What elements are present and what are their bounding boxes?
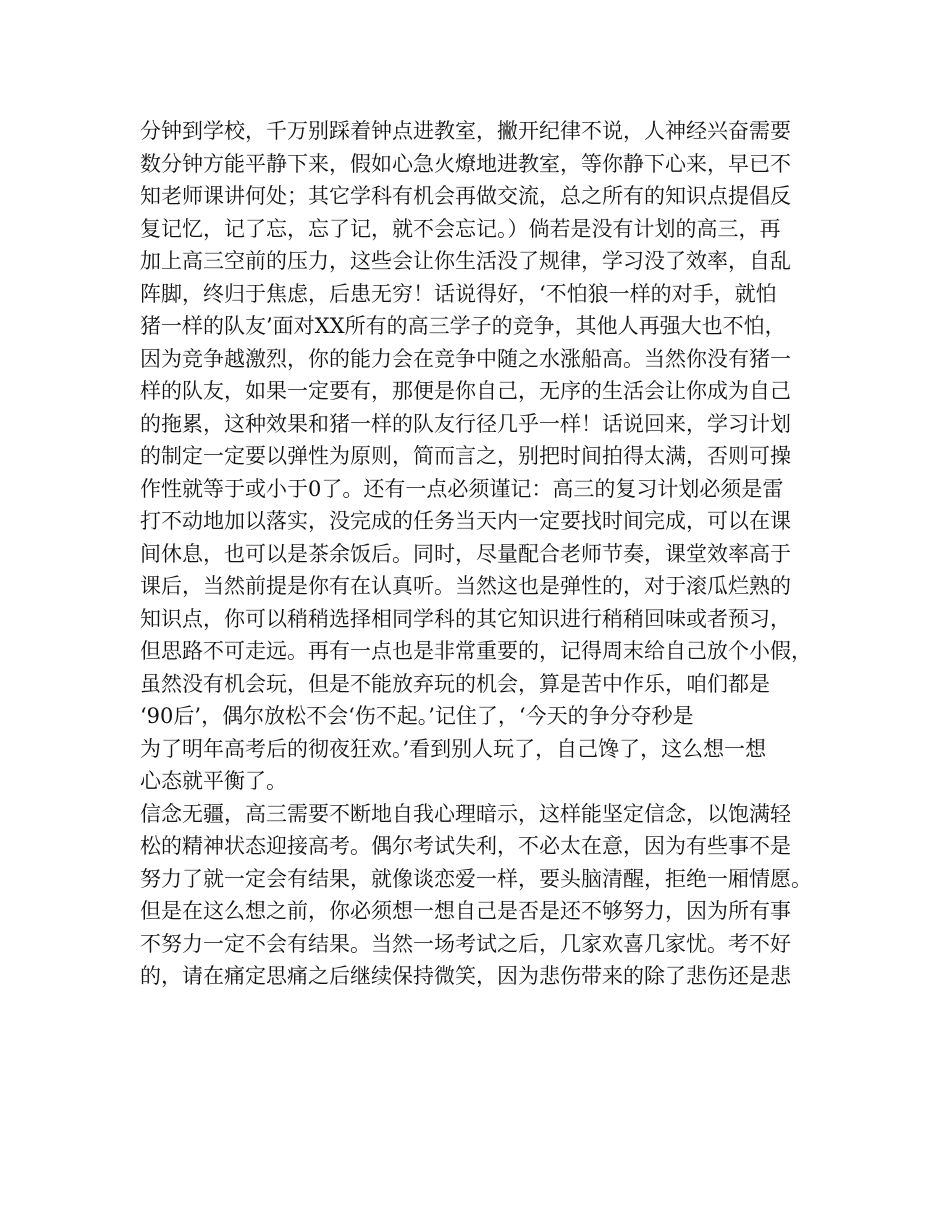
text-line: 的拖累，这种效果和猪一样的队友行径几乎一样！话说回来，学习计划 <box>140 411 791 436</box>
text-line: 虽然没有机会玩，但是不能放弃玩的机会，算是苦中作乐，咱们都是 <box>140 671 770 696</box>
text-line: 但思路不可走远。再有一点也是非常重要的，记得周末给自己放个小假， <box>140 639 812 663</box>
text-line: 数分钟方能平静下来，假如心急火燎地进教室，等你静下心来，早已不 <box>140 151 791 176</box>
text-line: 复记忆，记了忘，忘了记，就不会忘记。）倘若是没有计划的高三，再 <box>140 216 781 241</box>
text-line: 的制定一定要以弹性为原则，简而言之，别把时间拍得太满，否则可操 <box>140 444 791 468</box>
text-line: 作性就等于或小于0了。还有一点必须谨记：高三的复习计划必须是雷 <box>140 476 784 501</box>
text-line: ‘90后’，偶尔放松不会‘伤不起。’记住了，‘今天的争分夺秒是 <box>140 704 694 728</box>
text-line: 样的队友，如果一定要有，那便是你自己，无序的生活会让你成为自己 <box>140 379 791 403</box>
text-line: 因为竞争越激烈，你的能力会在竞争中随之水涨船高。当然你没有猪一 <box>140 346 791 371</box>
text-line: 间休息，也可以是茶余饭后。同时，尽量配合老师节奏，课堂效率高于 <box>140 541 791 566</box>
text-line: 信念无疆，高三需要不断地自我心理暗示，这样能坚定信念，以饱满轻 <box>140 801 791 826</box>
body-text <box>140 115 830 993</box>
text-line: 心态就平衡了。 <box>140 769 287 793</box>
text-line: 努力了就一定会有结果，就像谈恋爱一样，要头脑清醒，拒绝一厢情愿。 <box>140 866 812 891</box>
text-line: 松的精神状态迎接高考。偶尔考试失利，不必太在意，因为有些事不是 <box>140 834 791 858</box>
text-line: 不努力一定不会有结果。当然一场考试之后，几家欢喜几家忧。考不好 <box>140 931 791 956</box>
text-line: 打不动地加以落实，没完成的任务当天内一定要找时间完成，可以在课 <box>140 509 791 533</box>
text-line: 分钟到学校，千万别踩着钟点进教室，撇开纪律不说，人神经兴奋需要 <box>140 119 791 143</box>
text-line: 知识点，你可以稍稍选择相同学科的其它知识进行稍稍回味或者预习， <box>140 606 791 631</box>
text-line: 阵脚，终归于焦虑，后患无穷！话说得好，‘不怕狼一样的对手，就怕 <box>140 281 777 306</box>
text-line: 但是在这么想之前，你必须想一想自己是否是还不够努力，因为所有事 <box>140 899 791 923</box>
text-line: 为了明年高考后的彻夜狂欢。’看到别人玩了，自己馋了，这么想一想 <box>140 736 767 761</box>
text-line: 加上高三空前的压力，这些会让你生活没了规律，学习没了效率，自乱 <box>140 249 791 273</box>
text-line: 的，请在痛定思痛之后继续保持微笑，因为悲伤带来的除了悲伤还是悲 <box>140 964 791 988</box>
text-line: 课后，当然前提是你有在认真听。当然这也是弹性的，对于滚瓜烂熟的 <box>140 574 791 598</box>
text-line: 知老师课讲何处；其它学科有机会再做交流，总之所有的知识点提倡反 <box>140 184 791 208</box>
text-line: 猪一样的队友’面对XX所有的高三学子的竞争，其他人再强大也不怕， <box>140 314 786 338</box>
